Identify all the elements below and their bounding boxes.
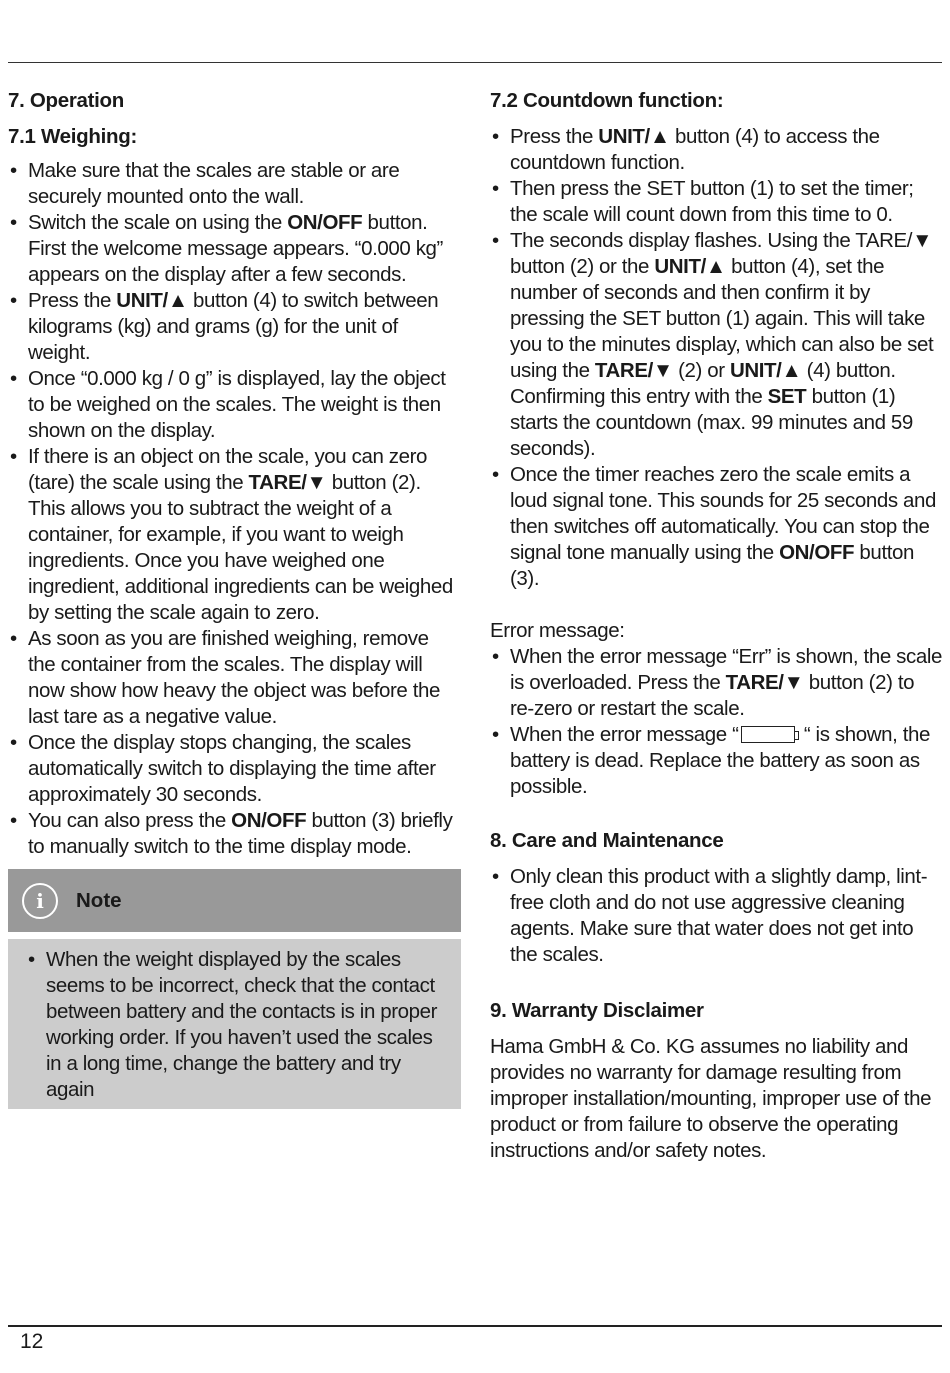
right-column bbox=[490, 88, 942, 1164]
list-item: • As soon as you are finished weighing, remove the container from the scales. The display will now show how heavy the object was before the last tare as a negative value. bbox=[8, 626, 461, 730]
list-item: • When the error message “Err” is shown, the scale is overloaded. Press the TARE/▼ button (2) to re-zero or restart the scale. bbox=[490, 644, 942, 722]
page-number: 12 bbox=[20, 1330, 44, 1353]
bottom-rule bbox=[8, 1325, 942, 1327]
note-title: Note bbox=[76, 888, 122, 912]
list-item: • Press the UNIT/▲ button (4) to access the countdown function. bbox=[490, 124, 942, 176]
list-item: • Only clean this product with a slightly damp, lint-free cloth and do not use aggressive cleaning agents. Make sure that water does not get into the scales. bbox=[490, 864, 942, 968]
heading-care: 8. Care and Maintenance bbox=[490, 829, 724, 852]
battery-empty-icon bbox=[741, 726, 795, 743]
care-list bbox=[490, 864, 942, 968]
note-item: • When the weight displayed by the scales seems to be incorrect, check that the contact between battery and the contacts is in proper working order. If you haven’t used the scales in a long time, change the battery and try again bbox=[26, 947, 451, 1103]
list-item: • Once the timer reaches zero the scale emits a loud signal tone. This sounds for 25 seconds and then switches off automatically. You can stop the signal tone manually using the ON/OFF button (3). bbox=[490, 462, 942, 592]
heading-weighing: 7.1 Weighing: bbox=[8, 125, 137, 148]
countdown-list bbox=[490, 124, 942, 592]
list-item: • The seconds display flashes. Using the TARE/▼ button (2) or the UNIT/▲ button (4), set the number of seconds and then confirm it by pressing the SET button (1) again. This will take you to the minutes display, which can also be set using the TARE/▼ (2) or UNIT/▲ (4) button. Confirming this entry with the SET button (1) starts the countdown (max. 99 minutes and 59 seconds). bbox=[490, 228, 942, 462]
note-body bbox=[8, 939, 461, 1109]
list-item: • Switch the scale on using the ON/OFF button. First the welcome message appears. “0.000 kg” appears on the display after a few seconds. bbox=[8, 210, 461, 288]
list-item: • Make sure that the scales are stable or are securely mounted onto the wall. bbox=[8, 158, 461, 210]
list-item: • You can also press the ON/OFF button (3) briefly to manually switch to the time display mode. bbox=[8, 808, 461, 860]
list-item: • If there is an object on the scale, you can zero (tare) the scale using the TARE/▼ button (2). This allows you to subtract the weight of a container, for example, if you want to weigh ingredients. Once you have weighed one ingredient, additional ingredients can be weighed by setting the scale again to zero. bbox=[8, 444, 461, 626]
info-icon: i bbox=[22, 883, 58, 919]
left-column bbox=[8, 88, 461, 1109]
list-item: • When the error message “ “ is shown, the battery is dead. Replace the battery as soon as possible. bbox=[490, 722, 942, 800]
heading-operation: 7. Operation bbox=[8, 89, 125, 112]
error-list bbox=[490, 644, 942, 800]
list-item: • Once “0.000 kg / 0 g” is displayed, lay the object to be weighed on the scales. The weight is then shown on the display. bbox=[8, 366, 461, 444]
list-item: • Once the display stops changing, the scales automatically switch to displaying the time after approximately 30 seconds. bbox=[8, 730, 461, 808]
weighing-list bbox=[8, 158, 461, 860]
note-header bbox=[8, 869, 461, 932]
heading-warranty: 9. Warranty Disclaimer bbox=[490, 999, 704, 1022]
warranty-text: Hama GmbH & Co. KG assumes no liability and provides no warranty for damage resulting from improper installation/mounting, improper use of the product or from failure to observe the operating instructions and/or safety notes. bbox=[490, 1035, 932, 1162]
top-rule bbox=[8, 62, 942, 63]
error-message-label: Error message: bbox=[490, 619, 625, 642]
list-item: • Then press the SET button (1) to set the timer; the scale will count down from this time to 0. bbox=[490, 176, 942, 228]
heading-countdown: 7.2 Countdown function: bbox=[490, 89, 724, 112]
list-item: • Press the UNIT/▲ button (4) to switch between kilograms (kg) and grams (g) for the unit of weight. bbox=[8, 288, 461, 366]
